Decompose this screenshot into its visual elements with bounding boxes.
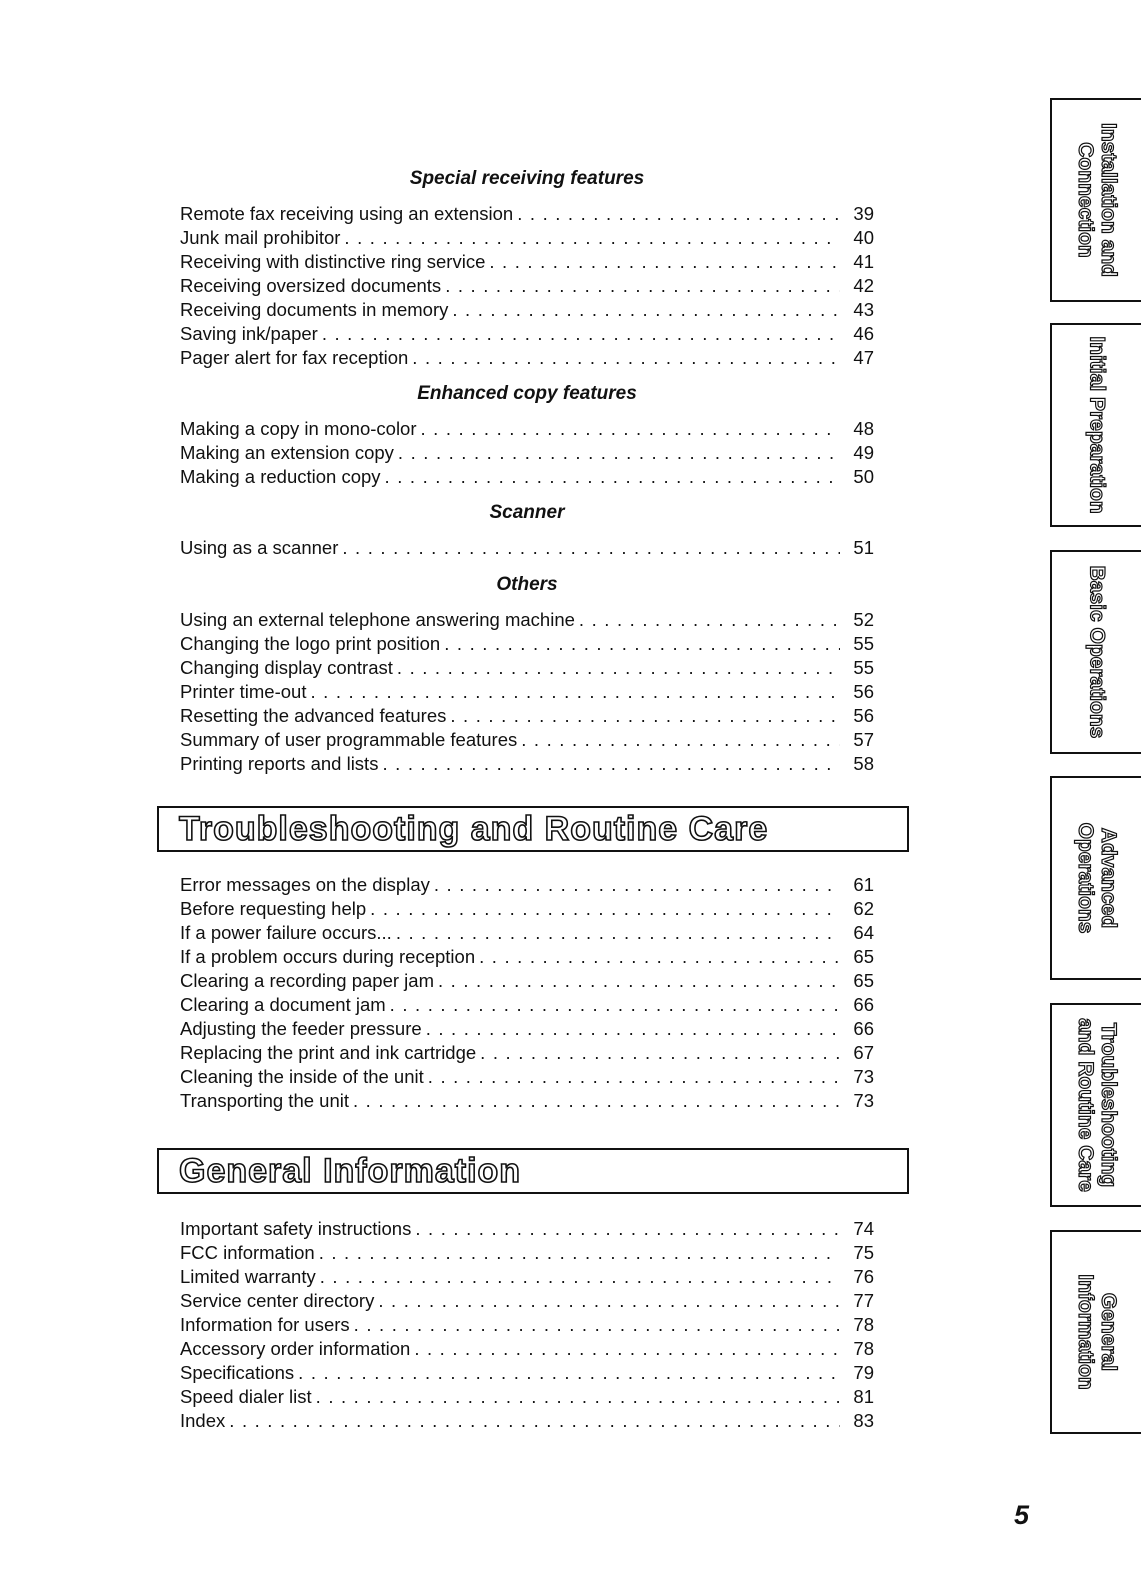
dot-leader bbox=[480, 1041, 840, 1065]
toc-entry[interactable] bbox=[180, 1017, 874, 1041]
toc-entry[interactable] bbox=[180, 226, 874, 250]
entry-title: Changing the logo print position bbox=[180, 633, 441, 654]
toc-entry[interactable] bbox=[180, 632, 874, 656]
entry-page: 75 bbox=[853, 1242, 874, 1263]
entry-page: 81 bbox=[853, 1386, 874, 1407]
toc-entry[interactable] bbox=[180, 945, 874, 969]
entry-title: Clearing a recording paper jam bbox=[180, 970, 434, 991]
dot-leader bbox=[396, 921, 840, 945]
entry-page: 74 bbox=[853, 1218, 874, 1239]
side-tab-initial-preparation[interactable] bbox=[1050, 323, 1141, 527]
toc-entry[interactable] bbox=[180, 346, 874, 370]
toc-entry[interactable] bbox=[180, 897, 874, 921]
entry-title: Before requesting help bbox=[180, 898, 367, 919]
entry-title: Pager alert for fax reception bbox=[180, 347, 409, 368]
toc-entry[interactable] bbox=[180, 680, 874, 704]
dot-leader bbox=[229, 1409, 840, 1433]
side-tab-label: Troubleshooting and Routine Care bbox=[1073, 1018, 1120, 1192]
toc-entry[interactable] bbox=[180, 1089, 874, 1113]
dot-leader bbox=[298, 1361, 840, 1385]
entry-page: 65 bbox=[853, 946, 874, 967]
entry-title: Receiving with distinctive ring service bbox=[180, 251, 486, 272]
toc-entry[interactable] bbox=[180, 322, 874, 346]
entry-title: Summary of user programmable features bbox=[180, 729, 518, 750]
toc-section-others bbox=[180, 572, 874, 776]
dot-leader bbox=[382, 752, 840, 776]
dot-leader bbox=[322, 322, 840, 346]
entry-page: 55 bbox=[853, 633, 874, 654]
entry-title: Printer time-out bbox=[180, 681, 307, 702]
toc-entry[interactable] bbox=[180, 250, 874, 274]
entry-title: Printing reports and lists bbox=[180, 753, 379, 774]
entry-page: 52 bbox=[853, 609, 874, 630]
toc-entry[interactable] bbox=[180, 465, 874, 489]
toc-entry[interactable] bbox=[180, 704, 874, 728]
entry-page: 56 bbox=[853, 681, 874, 702]
entry-page: 41 bbox=[853, 251, 874, 272]
entry-page: 65 bbox=[853, 970, 874, 991]
entry-title: If a problem occurs during reception bbox=[180, 946, 476, 967]
dot-leader bbox=[353, 1089, 840, 1113]
toc-entry[interactable] bbox=[180, 417, 874, 441]
toc-entry[interactable] bbox=[180, 656, 874, 680]
entry-title: If a power failure occurs... bbox=[180, 922, 392, 943]
toc-entry[interactable] bbox=[180, 752, 874, 776]
toc-section-special-receiving bbox=[180, 166, 874, 370]
entry-page: 47 bbox=[853, 347, 874, 368]
dot-leader bbox=[344, 226, 840, 250]
toc-entry[interactable] bbox=[180, 1265, 874, 1289]
toc-entry[interactable] bbox=[180, 993, 874, 1017]
dot-leader bbox=[434, 873, 840, 897]
entry-title: Junk mail prohibitor bbox=[180, 227, 341, 248]
dot-leader bbox=[445, 274, 840, 298]
toc-entry[interactable] bbox=[180, 1409, 874, 1433]
dot-leader bbox=[521, 728, 840, 752]
troubleshooting-banner bbox=[157, 806, 909, 852]
toc-entry[interactable] bbox=[180, 1313, 874, 1337]
entry-title: Making an extension copy bbox=[180, 442, 394, 463]
toc-section-scanner bbox=[180, 500, 874, 560]
dot-leader bbox=[452, 298, 840, 322]
entry-page: 83 bbox=[853, 1410, 874, 1431]
entry-title: Using an external telephone answering machine bbox=[180, 609, 575, 630]
entry-title: Clearing a document jam bbox=[180, 994, 386, 1015]
section-heading: Special receiving features bbox=[409, 168, 645, 189]
dot-leader bbox=[412, 346, 840, 370]
entry-page: 66 bbox=[853, 994, 874, 1015]
dot-leader bbox=[579, 608, 840, 632]
toc-entry[interactable] bbox=[180, 1289, 874, 1313]
entry-title: Saving ink/paper bbox=[180, 323, 318, 344]
entry-page: 61 bbox=[853, 874, 874, 895]
entry-title: Accessory order information bbox=[180, 1338, 411, 1359]
entry-title: FCC information bbox=[180, 1242, 315, 1263]
dot-leader bbox=[316, 1385, 840, 1409]
entry-page: 42 bbox=[853, 275, 874, 296]
general-information-banner bbox=[157, 1148, 909, 1194]
entry-title: Cleaning the inside of the unit bbox=[180, 1066, 424, 1087]
toc-entry[interactable] bbox=[180, 274, 874, 298]
section-heading: Scanner bbox=[489, 502, 565, 523]
banner-title: General Information bbox=[179, 1152, 522, 1190]
toc-section-enhanced-copy bbox=[180, 381, 874, 489]
side-tab-advanced-operations[interactable] bbox=[1050, 776, 1141, 980]
dot-leader bbox=[385, 465, 840, 489]
entry-page: 57 bbox=[853, 729, 874, 750]
toc-entry[interactable] bbox=[180, 608, 874, 632]
entry-title: Limited warranty bbox=[180, 1266, 316, 1287]
entry-title: Index bbox=[180, 1410, 226, 1431]
dot-leader bbox=[319, 1241, 840, 1265]
side-tab-basic-operations[interactable] bbox=[1050, 550, 1141, 754]
entry-title: Remote fax receiving using an extension bbox=[180, 203, 514, 224]
entry-title: Replacing the print and ink cartridge bbox=[180, 1042, 477, 1063]
entry-page: 56 bbox=[853, 705, 874, 726]
dot-leader bbox=[354, 1313, 840, 1337]
side-tab-label: Installation and Connection bbox=[1073, 122, 1120, 278]
toc-entry[interactable] bbox=[180, 1361, 874, 1385]
entry-page: 66 bbox=[853, 1018, 874, 1039]
entry-page: 49 bbox=[853, 442, 874, 463]
side-tab-label: General Information bbox=[1073, 1274, 1120, 1390]
dot-leader bbox=[421, 417, 841, 441]
toc-entry[interactable] bbox=[180, 728, 874, 752]
entry-title: Receiving oversized documents bbox=[180, 275, 442, 296]
entry-page: 77 bbox=[853, 1290, 874, 1311]
entry-page: 50 bbox=[853, 466, 874, 487]
entry-title: Transporting the unit bbox=[180, 1090, 349, 1111]
side-tab-label: Advanced Operations bbox=[1073, 822, 1120, 934]
entry-title: Error messages on the display bbox=[180, 874, 430, 895]
section-heading: Others bbox=[496, 574, 558, 595]
entry-page: 51 bbox=[853, 537, 874, 558]
entry-page: 46 bbox=[853, 323, 874, 344]
toc-entry[interactable] bbox=[180, 1241, 874, 1265]
dot-leader bbox=[415, 1217, 840, 1241]
dot-leader bbox=[414, 1337, 840, 1361]
entry-title: Making a copy in mono-color bbox=[180, 418, 417, 439]
entry-page: 73 bbox=[853, 1066, 874, 1087]
toc-entry[interactable] bbox=[180, 921, 874, 945]
toc-section-troubleshooting bbox=[180, 873, 874, 1113]
toc-entry[interactable] bbox=[180, 441, 874, 465]
entry-page: 58 bbox=[853, 753, 874, 774]
entry-page: 40 bbox=[853, 227, 874, 248]
entry-page: 62 bbox=[853, 898, 874, 919]
dot-leader bbox=[444, 632, 840, 656]
dot-leader bbox=[310, 680, 840, 704]
entry-page: 55 bbox=[853, 657, 874, 678]
entry-title: Changing display contrast bbox=[180, 657, 393, 678]
side-tab-label: Initial Preparation bbox=[1085, 336, 1108, 514]
toc-entry[interactable] bbox=[180, 1041, 874, 1065]
toc-entry[interactable] bbox=[180, 202, 874, 226]
dot-leader bbox=[428, 1065, 840, 1089]
entry-title: Service center directory bbox=[180, 1290, 375, 1311]
dot-leader bbox=[489, 250, 840, 274]
banner-title: Troubleshooting and Routine Care bbox=[179, 810, 769, 848]
entry-title: Specifications bbox=[180, 1362, 295, 1383]
entry-page: 78 bbox=[853, 1314, 874, 1335]
dot-leader bbox=[479, 945, 840, 969]
entry-page: 48 bbox=[853, 418, 874, 439]
entry-title: Important safety instructions bbox=[180, 1218, 412, 1239]
toc-entry[interactable] bbox=[180, 1385, 874, 1409]
entry-title: Resetting the advanced features bbox=[180, 705, 447, 726]
entry-page: 64 bbox=[853, 922, 874, 943]
dot-leader bbox=[517, 202, 840, 226]
section-heading: Enhanced copy features bbox=[417, 383, 637, 404]
dot-leader bbox=[342, 536, 840, 560]
dot-leader bbox=[398, 441, 840, 465]
entry-page: 76 bbox=[853, 1266, 874, 1287]
entry-title: Information for users bbox=[180, 1314, 350, 1335]
toc-entry[interactable] bbox=[180, 536, 874, 560]
entry-page: 43 bbox=[853, 299, 874, 320]
side-tab-troubleshooting[interactable] bbox=[1050, 1003, 1141, 1207]
entry-title: Speed dialer list bbox=[180, 1386, 312, 1407]
toc-section-general bbox=[180, 1217, 874, 1433]
side-tab-label: Basic Operations bbox=[1085, 565, 1108, 739]
toc-entry[interactable] bbox=[180, 1065, 874, 1089]
toc-entry[interactable] bbox=[180, 1217, 874, 1241]
dot-leader bbox=[438, 969, 840, 993]
dot-leader bbox=[378, 1289, 840, 1313]
page-number: 5 bbox=[1014, 1500, 1030, 1530]
side-tab-general-information[interactable] bbox=[1050, 1230, 1141, 1434]
entry-title: Receiving documents in memory bbox=[180, 299, 449, 320]
toc-entry[interactable] bbox=[180, 298, 874, 322]
dot-leader bbox=[397, 656, 840, 680]
entry-title: Adjusting the feeder pressure bbox=[180, 1018, 422, 1039]
toc-entry[interactable] bbox=[180, 873, 874, 897]
dot-leader bbox=[426, 1017, 840, 1041]
toc-entry[interactable] bbox=[180, 1337, 874, 1361]
side-tab-installation[interactable] bbox=[1050, 98, 1141, 302]
entry-page: 39 bbox=[853, 203, 874, 224]
dot-leader bbox=[390, 993, 840, 1017]
entry-page: 67 bbox=[853, 1042, 874, 1063]
toc-entry[interactable] bbox=[180, 969, 874, 993]
dot-leader bbox=[320, 1265, 840, 1289]
entry-page: 73 bbox=[853, 1090, 874, 1111]
entry-page: 78 bbox=[853, 1338, 874, 1359]
dot-leader bbox=[370, 897, 840, 921]
entry-title: Using as a scanner bbox=[180, 537, 339, 558]
dot-leader bbox=[450, 704, 840, 728]
entry-page: 79 bbox=[853, 1362, 874, 1383]
entry-title: Making a reduction copy bbox=[180, 466, 381, 487]
